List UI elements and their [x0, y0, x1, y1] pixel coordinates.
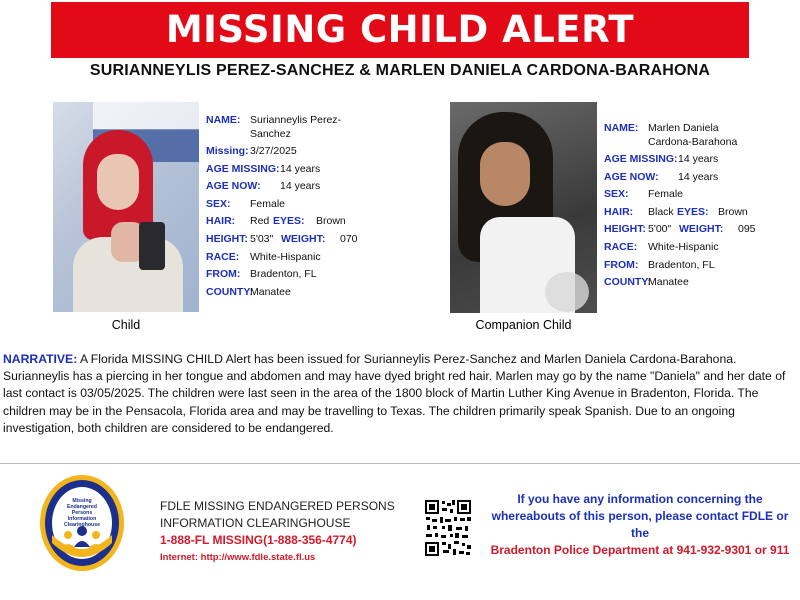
info-row-age-now	[604, 169, 794, 187]
info-row-race	[206, 249, 376, 267]
value-missing: 3/27/2025	[250, 145, 297, 157]
name-line-1: Surianneylis Perez-	[250, 114, 342, 126]
label-eyes: EYES:	[677, 205, 709, 218]
svg-text:Clearinghouse: Clearinghouse	[63, 522, 101, 528]
hotline: 1-888-FL MISSING(1-888-356-4774)	[160, 533, 357, 547]
label-height: HEIGHT:	[604, 223, 646, 236]
svg-text:Information: Information	[67, 516, 97, 522]
value-height: 5'00"	[648, 223, 672, 236]
label-hair: HAIR:	[604, 205, 634, 218]
contact-info	[484, 491, 796, 559]
contact-line-2: whereabouts of this person, please contact FDLE or the	[491, 509, 789, 540]
org-info	[160, 498, 395, 566]
info-row-age-now	[206, 178, 376, 196]
org-line-2: INFORMATION CLEARINGHOUSE	[160, 516, 351, 530]
companion-photo	[450, 102, 597, 313]
info-row-hair-eyes	[604, 204, 794, 222]
child-caption: Child	[111, 318, 141, 332]
info-row-from	[206, 266, 376, 284]
child-photo	[53, 102, 199, 312]
info-row-race	[604, 239, 794, 257]
label-age-missing: AGE MISSING:	[604, 153, 678, 165]
companion-info	[604, 120, 794, 292]
label-age-now: AGE NOW:	[604, 170, 659, 183]
info-row-age-missing	[206, 161, 376, 179]
fdle-seal-icon	[38, 473, 126, 573]
info-row-name	[604, 121, 794, 149]
value-county: Manatee	[250, 285, 291, 298]
photo-glass	[545, 272, 589, 312]
label-name: NAME:	[206, 114, 241, 126]
value-from: Bradenton, FL	[250, 268, 317, 281]
info-row-missing	[206, 143, 376, 161]
info-row-county	[206, 284, 376, 302]
alert-banner: MISSING CHILD ALERT	[51, 2, 749, 58]
value-height: 5'03"	[250, 232, 274, 245]
label-missing: Missing:	[206, 145, 249, 157]
info-row-height-weight	[604, 221, 794, 239]
info-row-county	[604, 274, 794, 292]
info-row-sex	[604, 186, 794, 204]
label-race: RACE:	[604, 240, 638, 253]
photo-face	[480, 142, 530, 206]
value-age-now: 14 years	[678, 170, 719, 183]
info-row-name	[206, 113, 376, 141]
svg-text:Persons: Persons	[71, 510, 93, 516]
name-line-2: Cardona-Barahona	[648, 136, 738, 148]
label-name: NAME:	[604, 122, 639, 134]
label-age-now: AGE NOW:	[206, 180, 261, 193]
value-hair: Black	[648, 205, 674, 218]
info-row-hair-eyes	[206, 213, 376, 231]
narrative-text: A Florida MISSING CHILD Alert has been issued for Surianneylis Perez-Sanchez and Marlen Daniela Cardona-Barahona. Surianneylis has a piercing in her tongue and abdomen and may have dyed bright red hair. Marlen may go by the name "Daniela" and her date of last contact is 03/05/2025. The children were last seen in the area of the 1800 block of Martin Luther King Avenue in Bradenton, Florida. The children may be in the Pensacola, Florida area and may be travelling to Texas. The children primarily speak Spanish. Due to an ongoing investigation, both children are considered to be endangered.	[3, 352, 786, 435]
value-sex: Female	[250, 197, 286, 210]
svg-text:Endangered: Endangered	[67, 504, 97, 510]
contact-line-1: If you have any information concerning the	[517, 492, 763, 506]
value-race: White-Hispanic	[250, 250, 321, 263]
photo-phone	[139, 222, 165, 270]
names-header: SURIANNEYLIS PEREZ-SANCHEZ & MARLEN DANIELA CARDONA-BARAHONA	[89, 62, 711, 79]
value-age-now: 14 years	[280, 180, 321, 193]
value-race: White-Hispanic	[648, 240, 719, 253]
value-county: Manatee	[648, 276, 689, 289]
child-info	[206, 112, 376, 301]
value-age-missing: 14 years	[280, 162, 321, 175]
narrative-label: NARRATIVE:	[3, 352, 78, 366]
value-name	[648, 121, 737, 149]
value-from: Bradenton, FL	[648, 258, 715, 271]
divider	[0, 463, 800, 464]
contact-line-3: Bradenton Police Department at 941-932-9301 or 911	[490, 543, 790, 557]
info-row-age-missing	[604, 151, 794, 169]
info-row-from	[604, 257, 794, 275]
label-weight: WEIGHT:	[679, 223, 724, 236]
label-age-missing: AGE MISSING:	[206, 162, 280, 175]
label-sex: SEX:	[604, 188, 629, 201]
org-line-1: FDLE MISSING ENDANGERED PERSONS	[160, 499, 395, 513]
label-from: FROM:	[604, 258, 639, 271]
photo-face	[97, 154, 139, 210]
narrative	[3, 351, 796, 437]
label-hair: HAIR:	[206, 215, 236, 228]
companion-caption: Companion Child	[475, 318, 572, 332]
value-eyes: Brown	[316, 215, 346, 228]
qr-code-icon[interactable]	[424, 499, 472, 557]
label-eyes: EYES:	[273, 215, 305, 228]
name-line-2: Sanchez	[250, 128, 291, 140]
value-weight: 095	[738, 223, 756, 236]
label-race: RACE:	[206, 250, 240, 263]
value-weight: 070	[340, 232, 358, 245]
label-sex: SEX:	[206, 197, 231, 210]
label-from: FROM:	[206, 268, 241, 281]
name-line-1: Marlen Daniela	[648, 122, 719, 134]
internet-link[interactable]: Internet: http://www.fdle.state.fl.us	[160, 552, 316, 563]
info-row-sex	[206, 196, 376, 214]
svg-text:Missing: Missing	[72, 498, 92, 504]
label-height: HEIGHT:	[206, 232, 248, 245]
label-weight: WEIGHT:	[281, 232, 326, 245]
label-county: COUNTY:	[206, 285, 254, 298]
info-row-height-weight	[206, 231, 376, 249]
label-county: COUNTY:	[604, 276, 652, 289]
value-sex: Female	[648, 188, 684, 201]
value-age-missing: 14 years	[678, 153, 719, 165]
value-name	[250, 113, 341, 141]
value-eyes: Brown	[718, 205, 748, 218]
value-hair: Red	[250, 215, 270, 228]
